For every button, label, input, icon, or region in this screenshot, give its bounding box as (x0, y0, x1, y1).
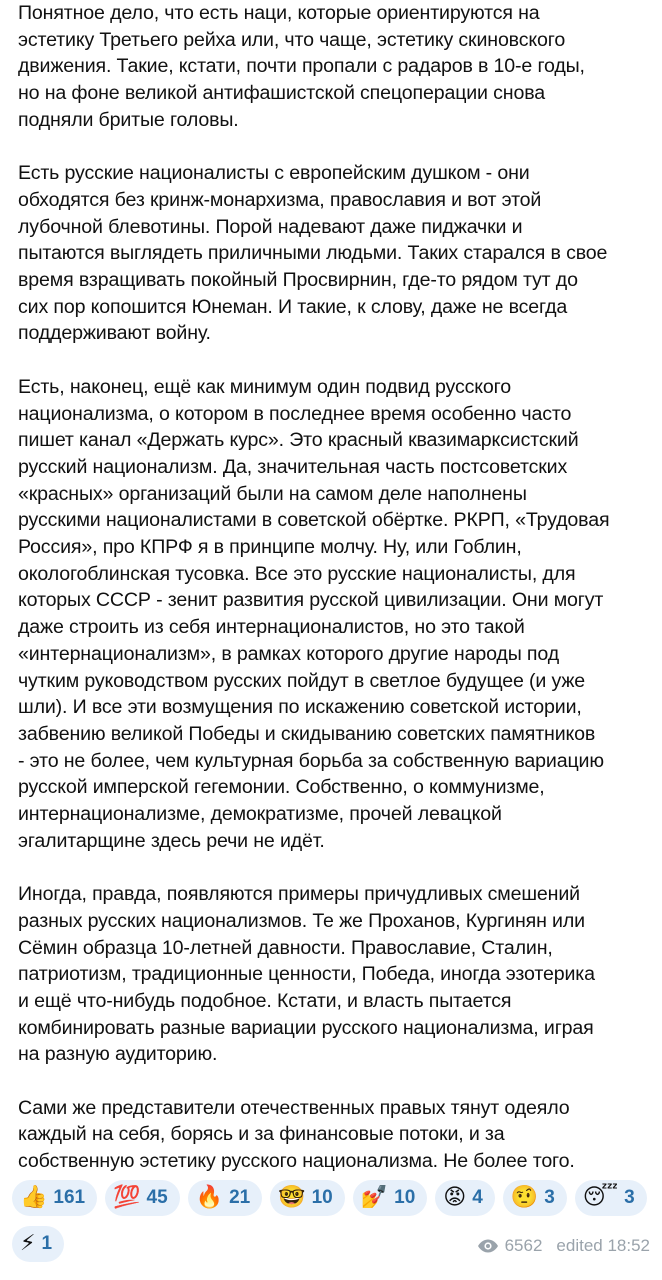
reaction-count: 21 (229, 1187, 251, 1208)
reaction-count: 161 (53, 1187, 86, 1208)
sleeping-face-icon: 😴 (582, 1185, 619, 1210)
reaction-count: 1 (41, 1233, 53, 1254)
reaction-count: 4 (472, 1187, 483, 1208)
message-meta (477, 1236, 650, 1256)
post-paragraph-2: Есть русские националисты с европейским душком - они обходятся без кринж-монархизма, православия и вот этой лубочной блевотины. Порой надевают даже пиджачки и пытаются выглядеть приличными людьми. Таких старался в свое время взращивать покойный Просвирнин, где-то рядом тут до сих пор копошится Юнеман. И такие, к слову, даже не всегда поддерживают войну. (18, 162, 608, 345)
reaction-count: 10 (311, 1187, 333, 1208)
post-paragraph-4: Иногда, правда, появляются примеры причудливых смешений разных русских национализмов. Те же Проханов, Кургинян или Сёмин образца 10-летней давности. Православие, Сталин, патриотизм, традиционные ценности, Победа, иногда эзотерика и ещё что-нибудь подобное. Кстати, и власть пытается комбинировать разные вариации русского национализма, играя на разную аудиторию. (18, 883, 595, 1066)
angry-face-icon: 😡 (443, 1185, 467, 1210)
reaction-sleeping[interactable] (575, 1180, 647, 1216)
nerd-face-icon: 🤓 (278, 1185, 306, 1210)
eye-icon (477, 1239, 499, 1253)
post-paragraph-1: Понятное дело, что есть наци, которые ориентируются на эстетику Третьего рейха или, что чаще, эстетику скиновского движения. Такие, кстати, почти пропали с радаров в 10-е годы, но на фоне великой антифашистской спецоперации снова подняли бритые головы. (18, 2, 585, 131)
post-paragraph-3: Есть, наконец, ещё как минимум один подвид русского национализма, о котором в последнее время особенно часто пишет канал «Держать курс». Это красный квазимарксистский русский национализм. Да, значительная часть постсоветских «красных» организаций были на самом деле наполнены русскими националистами в советской обёртке. РКРП, «Трудовая Россия», про КПРФ я в принципе молчу. Ну, или Гоблин, окологоблинская тусовка. Все это русские националисты, для которых СССР - зенит развития русской цивилизации. Они могут даже строить из себя интернационалистов, но это такой «интернационализм», в рамках которого другие народы под чутким руководством русских пойдут в светлое будущее (и уже шли). И все эти возмущения по искажению советской истории, забвению великой Победы и скидыванию советских памятников - это не более, чем культурная борьба за собственную вариацию русской имперской гегемонии. Собственно, о коммунизме, интернационализме, демократизме, прочей левацкой эгалитарщине здесь речи не идёт. (18, 375, 610, 852)
reaction-lightning[interactable] (12, 1226, 64, 1262)
reaction-fire[interactable] (188, 1180, 263, 1216)
edited-timestamp: edited 18:52 (556, 1236, 650, 1255)
post-paragraph-5: Сами же представители отечественных правых тянут одеяло каждый на себя, борясь и за финансовые потоки, и за собственную эстетику русского национализма. Не более того. (18, 1096, 575, 1173)
reaction-count: 45 (146, 1187, 168, 1208)
lightning-icon: ⚡ (20, 1231, 36, 1256)
reaction-count: 10 (394, 1187, 416, 1208)
fire-icon: 🔥 (195, 1185, 224, 1210)
reaction-thumbs-up[interactable] (12, 1180, 97, 1216)
reaction-count: 3 (544, 1187, 555, 1208)
view-count: 6562 (504, 1236, 543, 1255)
thumbs-up-icon: 👍 (20, 1185, 48, 1210)
reaction-nerd[interactable] (270, 1180, 345, 1216)
raised-eyebrow-icon: 🤨 (510, 1185, 539, 1210)
reaction-nail-polish[interactable] (353, 1180, 428, 1216)
reaction-hundred[interactable] (105, 1180, 180, 1216)
post-text (18, 0, 654, 1202)
reaction-angry[interactable] (435, 1180, 495, 1216)
reaction-raised-eyebrow[interactable] (503, 1180, 567, 1216)
hundred-points-icon: 💯 (113, 1185, 141, 1210)
nail-polish-icon: 💅 (360, 1185, 389, 1210)
reaction-count: 3 (624, 1187, 635, 1208)
